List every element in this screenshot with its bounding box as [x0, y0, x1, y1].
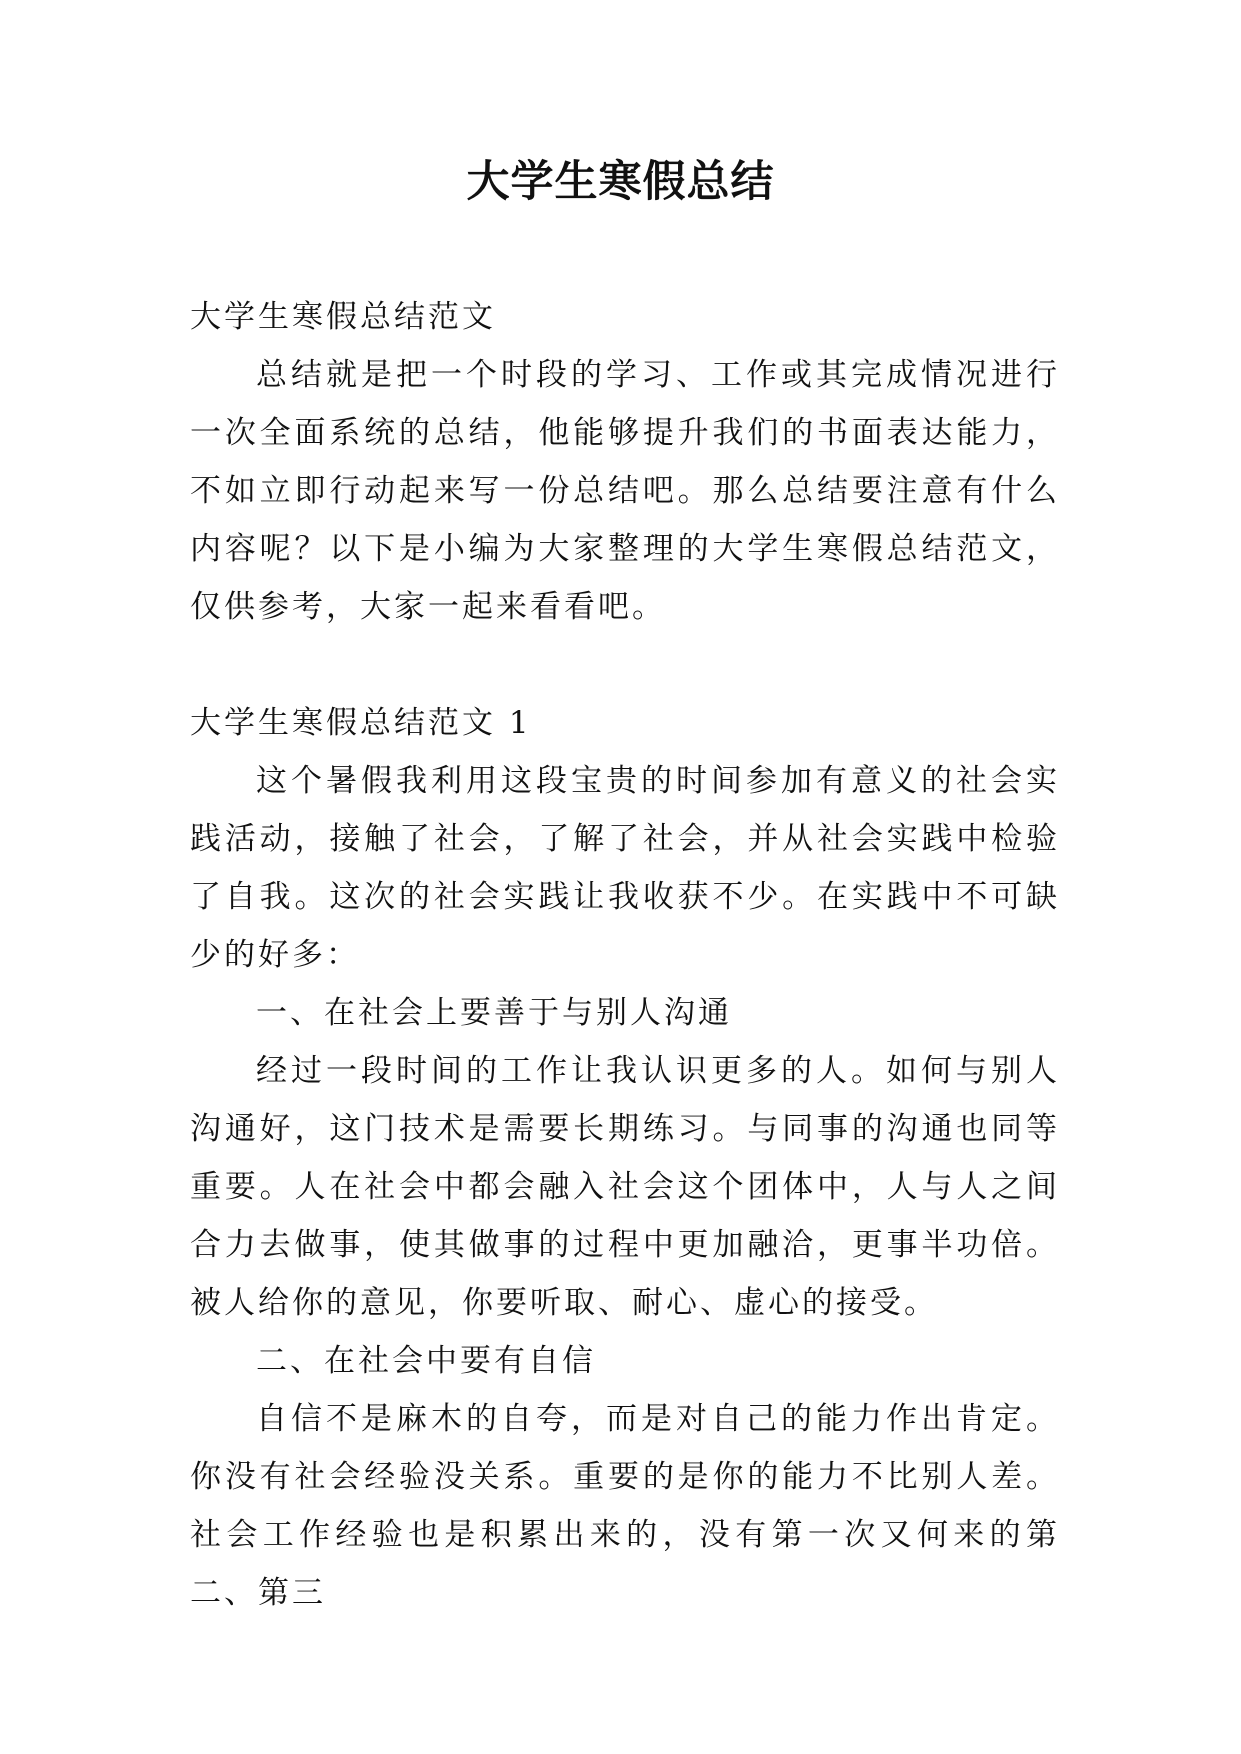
intro-paragraph: 总结就是把一个时段的学习、工作或其完成情况进行一次全面系统的总结，他能够提升我们的书面表达能力，不如立即行动起来写一份总结吧。那么总结要注意有什么内容呢？以下是小编为大家整理的大学生寒假总结范文，仅供参考，大家一起来看看吧。	[190, 357, 1060, 625]
point-paragraph: 自信不是麻木的自夸，而是对自己的能力作出肯定。你没有社会经验没关系。重要的是你的能力不比别人差。社会工作经验也是积累出来的，没有第一次又何来的第二、第三	[190, 1401, 1060, 1611]
document-subtitle: 大学生寒假总结范文	[190, 299, 496, 335]
section-paragraph: 这个暑假我利用这段宝贵的时间参加有意义的社会实践活动，接触了社会，了解了社会，并从社会实践中检验了自我。这次的社会实践让我收获不少。在实践中不可缺少的好多：	[190, 763, 1060, 973]
point-paragraph: 经过一段时间的工作让我认识更多的人。如何与别人沟通好，这门技术是需要长期练习。与同事的沟通也同等重要。人在社会中都会融入社会这个团体中，人与人之间合力去做事，使其做事的过程中更加融洽，更事半功倍。被人给你的意见，你要听取、耐心、虚心的接受。	[190, 1053, 1060, 1321]
point-heading: 二、在社会中要有自信	[256, 1343, 596, 1379]
document-title: 大学生寒假总结	[466, 157, 775, 207]
section-heading: 大学生寒假总结范文 1	[190, 705, 532, 741]
document-body	[190, 288, 1060, 1622]
point-heading: 一、在社会上要善于与别人沟通	[256, 995, 732, 1031]
paragraph-spacer	[190, 636, 1060, 694]
